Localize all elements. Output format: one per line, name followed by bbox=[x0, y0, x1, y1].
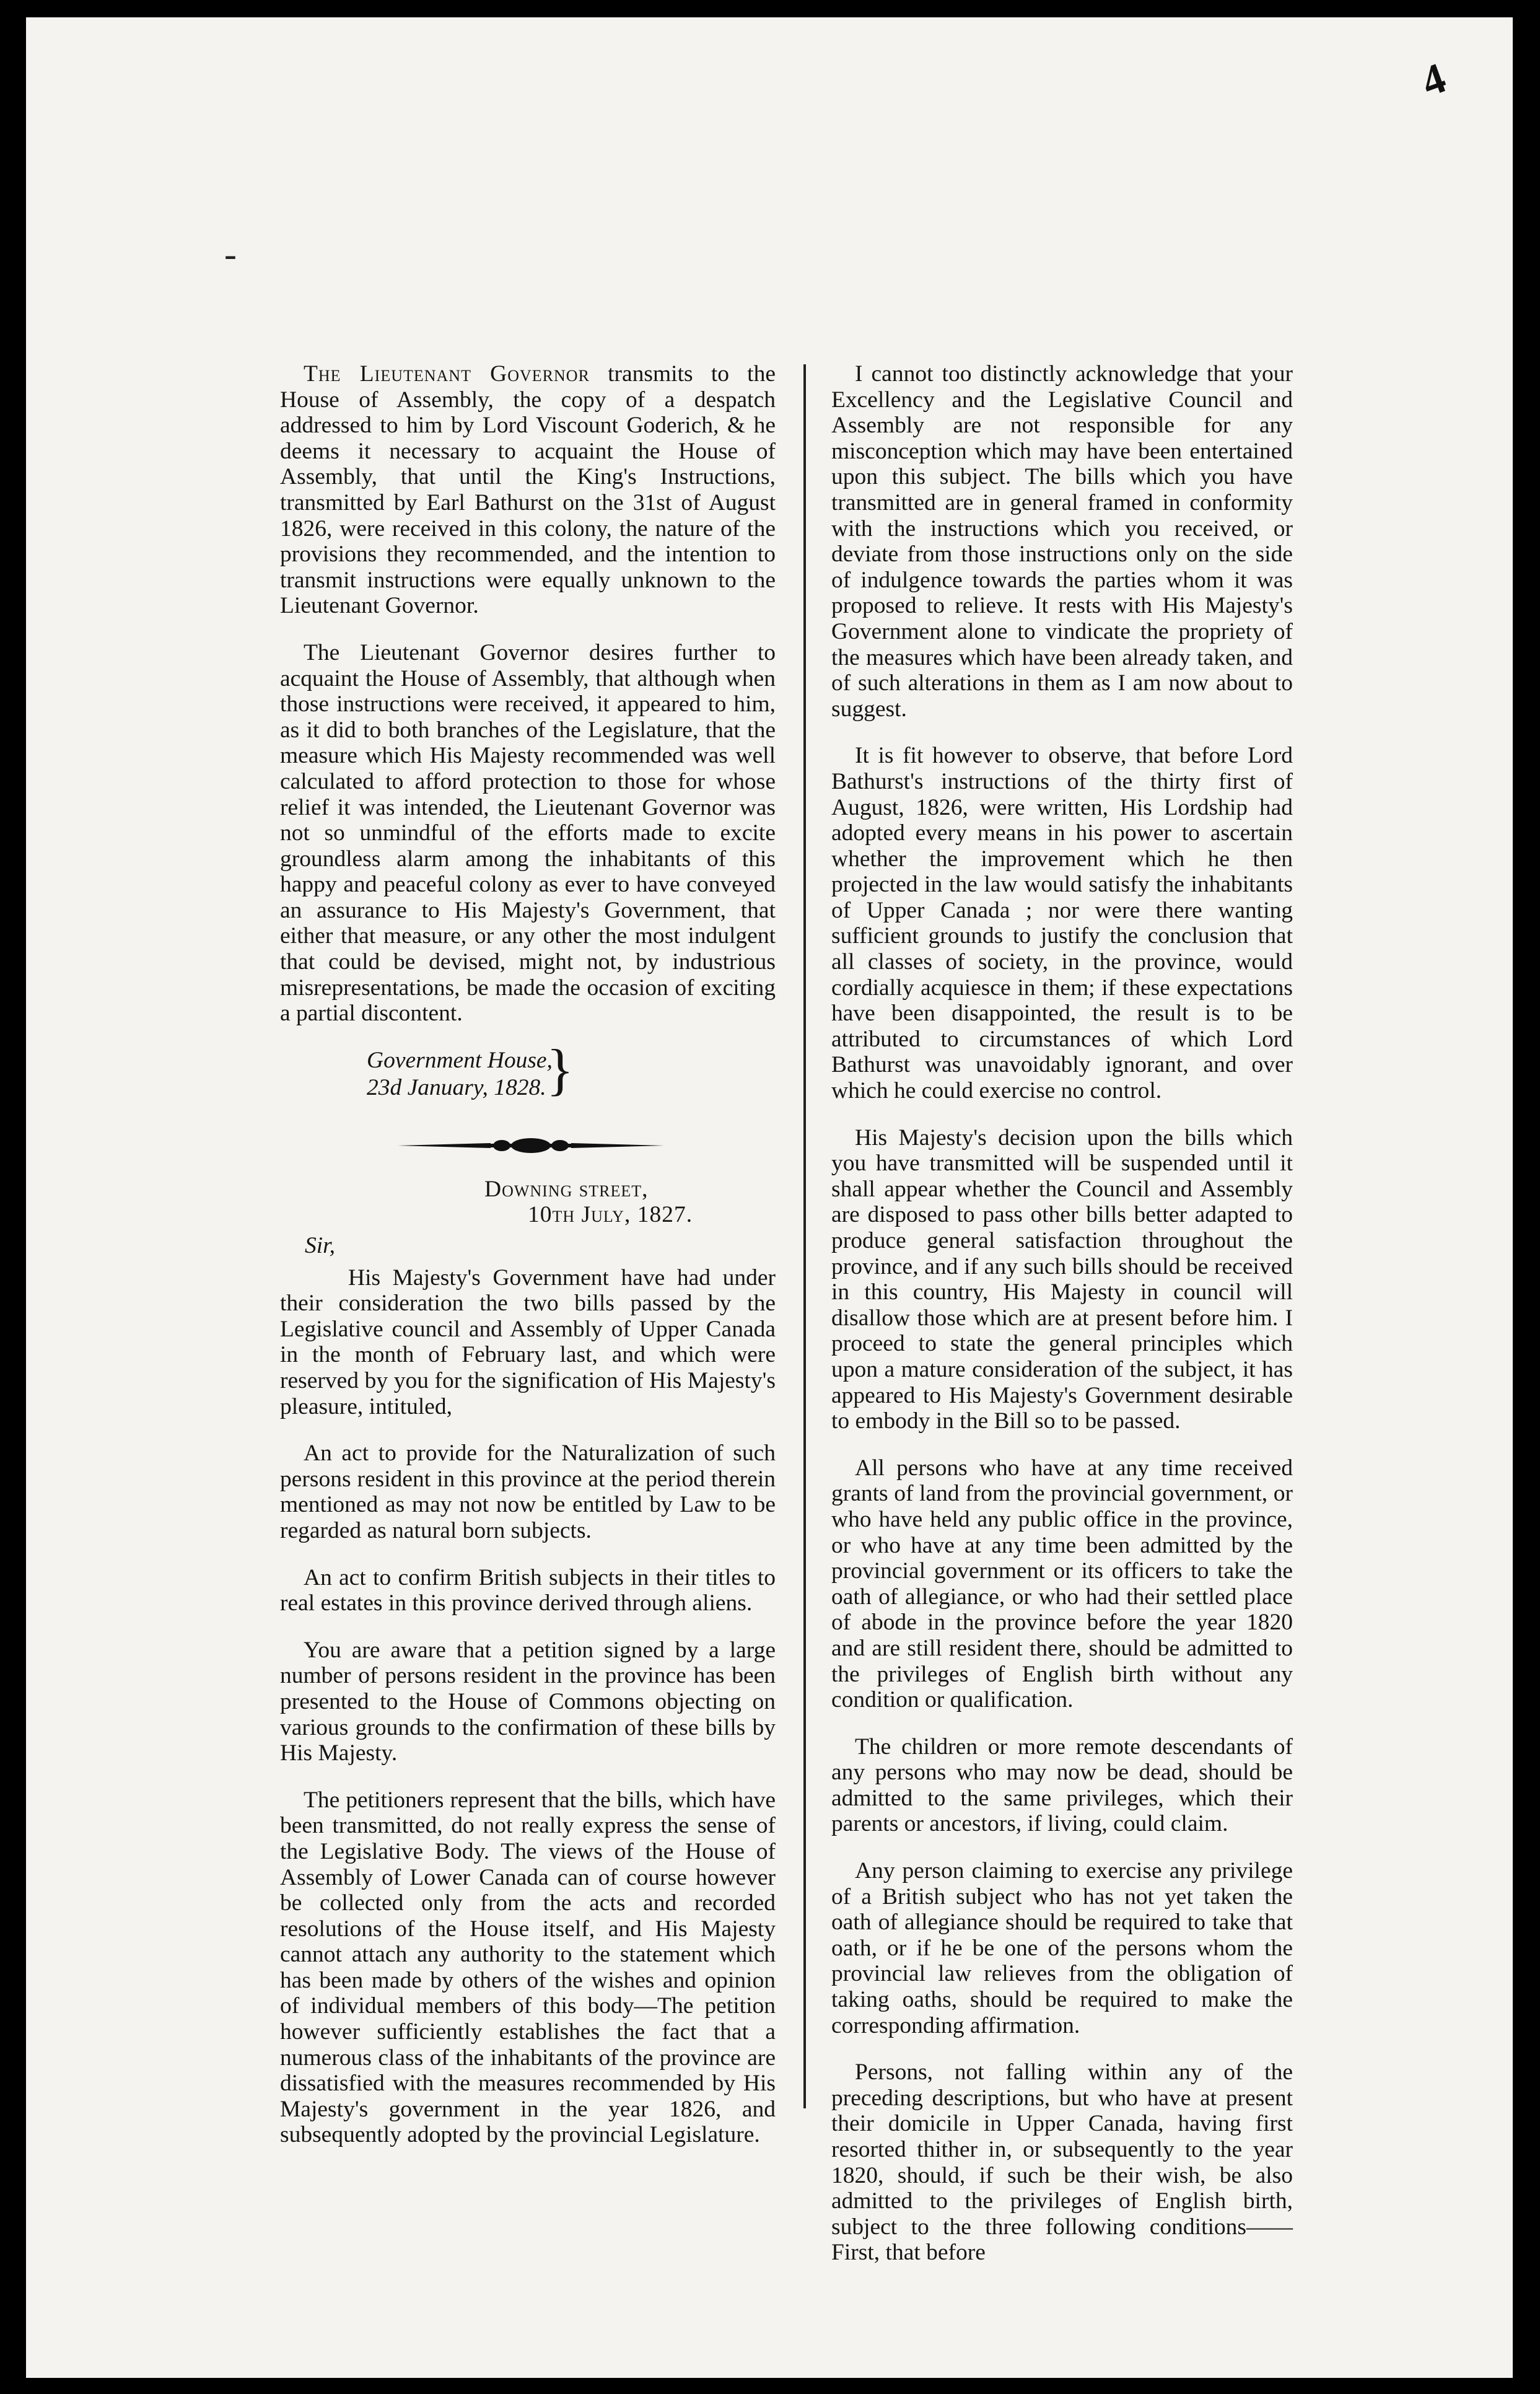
right-paragraph-2: It is fit however to observe, that before Lord Bathurst's instructions of the thirty first of August, 1826, were written, His Lordship had adopted every means in his power to ascertain whether the improvement which he then projected in the law would satisfy the inhabitants of Upper Canada ; nor were there wanting sufficient grounds to justify the conclusion that all classes of society, in the province, would cordially acquiesce in them; if these expectations have been disappointed, the result is to be attributed to circumstances of which Lord Bathurst was unavoidably ignorant, and over which he could exercise no control. bbox=[831, 743, 1293, 1104]
left-column bbox=[280, 361, 776, 2169]
intro-paragraph bbox=[280, 361, 776, 619]
document-page bbox=[26, 17, 1513, 2378]
sign-place: Government House, bbox=[367, 1047, 553, 1073]
left-paragraph-4: You are aware that a petition signed by a large number of persons resident in the province has been presented to the House of Commons objecting on various grounds to the confirmation of these bills by His Majesty. bbox=[280, 1637, 776, 1766]
sign-brace: } bbox=[546, 1037, 574, 1101]
corner-mark: 4 bbox=[1415, 54, 1452, 107]
right-paragraph-7: Persons, not falling within any of the preceding descriptions, but who have at present their domicile in Upper Canada, having first resorted thither in, or subsequently to the year 1820, should, if such be their wish, be also admitted to the privileges of English birth, subject to the three following conditions——First, that before bbox=[831, 2059, 1293, 2266]
bill-title-2: An act to confirm British subjects in their titles to real estates in this province derived through aliens. bbox=[280, 1564, 776, 1616]
salutation: Sir, bbox=[305, 1233, 335, 1259]
right-column bbox=[831, 361, 1293, 2287]
letter-heading bbox=[280, 1177, 776, 1228]
heading-date: 10th July, 1827. bbox=[528, 1202, 693, 1228]
right-paragraph-5: The children or more remote descendants of any persons who may now be dead, should be admitted to the same privileges, which their parents or ancestors, if living, could claim. bbox=[831, 1734, 1293, 1837]
right-paragraph-6: Any person claiming to exercise any privilege of a British subject who has not yet taken the oath of allegiance should be required to take that oath, or if he be one of the persons whom the provincial law relieves from the obligation of taking oaths, should be required to make the corresponding affirmation. bbox=[831, 1858, 1293, 2038]
intro-rest: transmits to the House of Assembly, the copy of a despatch addressed to him by Lord Viscount Goderich, & he deems it necessary to acquaint the House of Assembly, that until the King's Instructions, transmitted by Earl Bathurst on the 31st of August 1826, were received in this colony, the nature of the provisions they recommended, and the intention to transmit instructions were equally unknown to the Lieutenant Governor. bbox=[280, 361, 776, 619]
sign-date: 23d January, 1828. bbox=[367, 1074, 546, 1100]
heading-place: Downing street, bbox=[484, 1176, 649, 1202]
left-paragraph-5: The petitioners represent that the bills, which have been transmitted, do not really express the sense of the Legislative Body. The views of the House of Assembly of Lower Canada can of course however be collected only from the acts and recorded resolutions of the House itself, and His Majesty cannot attach any authority to the statement which has been made by others of the wishes and opinion of individual members of this body—The petition however sufficiently establishes the fact that a numerous class of the inhabitants of the province are dissatisfied with the measures recommended by His Majesty's government in the year 1826, and subsequently adopted by the provincial Legislature. bbox=[280, 1787, 776, 2148]
left-paragraph-3: His Majesty's Government have had under their consideration the two bills passed by the Legislative council and Assembly of Upper Canada in the month of February last, and which were reserved by you for the signification of His Majesty's pleasure, intituled, bbox=[280, 1265, 776, 1419]
right-paragraph-4: All persons who have at any time received grants of land from the provincial government, or who have held any public office in the province, or who have at any time been admitted by the provincial government or its officers to take the oath of allegiance, or who had their settled place of abode in the province before the year 1820 and are still resident there, should be admitted to the privileges of English birth without any condition or qualification. bbox=[831, 1455, 1293, 1713]
signature-block bbox=[280, 1037, 776, 1102]
right-paragraph-3: His Majesty's decision upon the bills which you have transmitted will be suspended until it shall appear whether the Council and Assembly are disposed to pass other bills better adapted to produce general satisfaction throughout the province, and if any such bills should be received in this country, His Majesty in council will disallow those which are at present before him. I proceed to state the general principles which upon a mature consideration of the subject, it has appeared to His Majesty's Government desirable to embody in the Bill so to be passed. bbox=[831, 1125, 1293, 1434]
right-paragraph-1: I cannot too distinctly acknowledge that your Excellency and the Legislative Council and Assembly are not responsible for any misconception which may have been entertained upon this subject. The bills which you have transmitted are in general framed in conformity with the instructions which you received, or deviate from those instructions only on the side of indulgence towards the parties whom it was proposed to relieve. It rests with His Majesty's Government alone to vindicate the propriety of the measures which have been already taken, and of such alterations in them as I am now about to suggest. bbox=[831, 361, 1293, 722]
intro-lead: The Lieutenant Governor bbox=[304, 361, 590, 387]
bill-title-1: An act to provide for the Naturalization of such persons resident in this province at the period therein mentioned as may not now be entitled by Law to be regarded as natural born subjects. bbox=[280, 1440, 776, 1543]
column-divider bbox=[803, 364, 806, 2108]
margin-mark: - bbox=[224, 234, 237, 274]
ornament-divider-icon bbox=[398, 1133, 664, 1158]
left-paragraph-2: The Lieutenant Governor desires further to acquaint the House of Assembly, that although when those instructions were received, it appeared to him, as it did to both branches of the Legislature, that the measure which His Majesty recommended was well calculated to afford protection to those for whose relief it was intended, the Lieutenant Governor was not so unmindful of the efforts made to excite groundless alarm among the inhabitants of this happy and peaceful colony as ever to have conveyed an assurance to His Majesty's Government, that either that measure, or any other the most indulgent that could be devised, might not, by industrious misrepresentations, be made the occasion of exciting a partial discontent. bbox=[280, 639, 776, 1027]
